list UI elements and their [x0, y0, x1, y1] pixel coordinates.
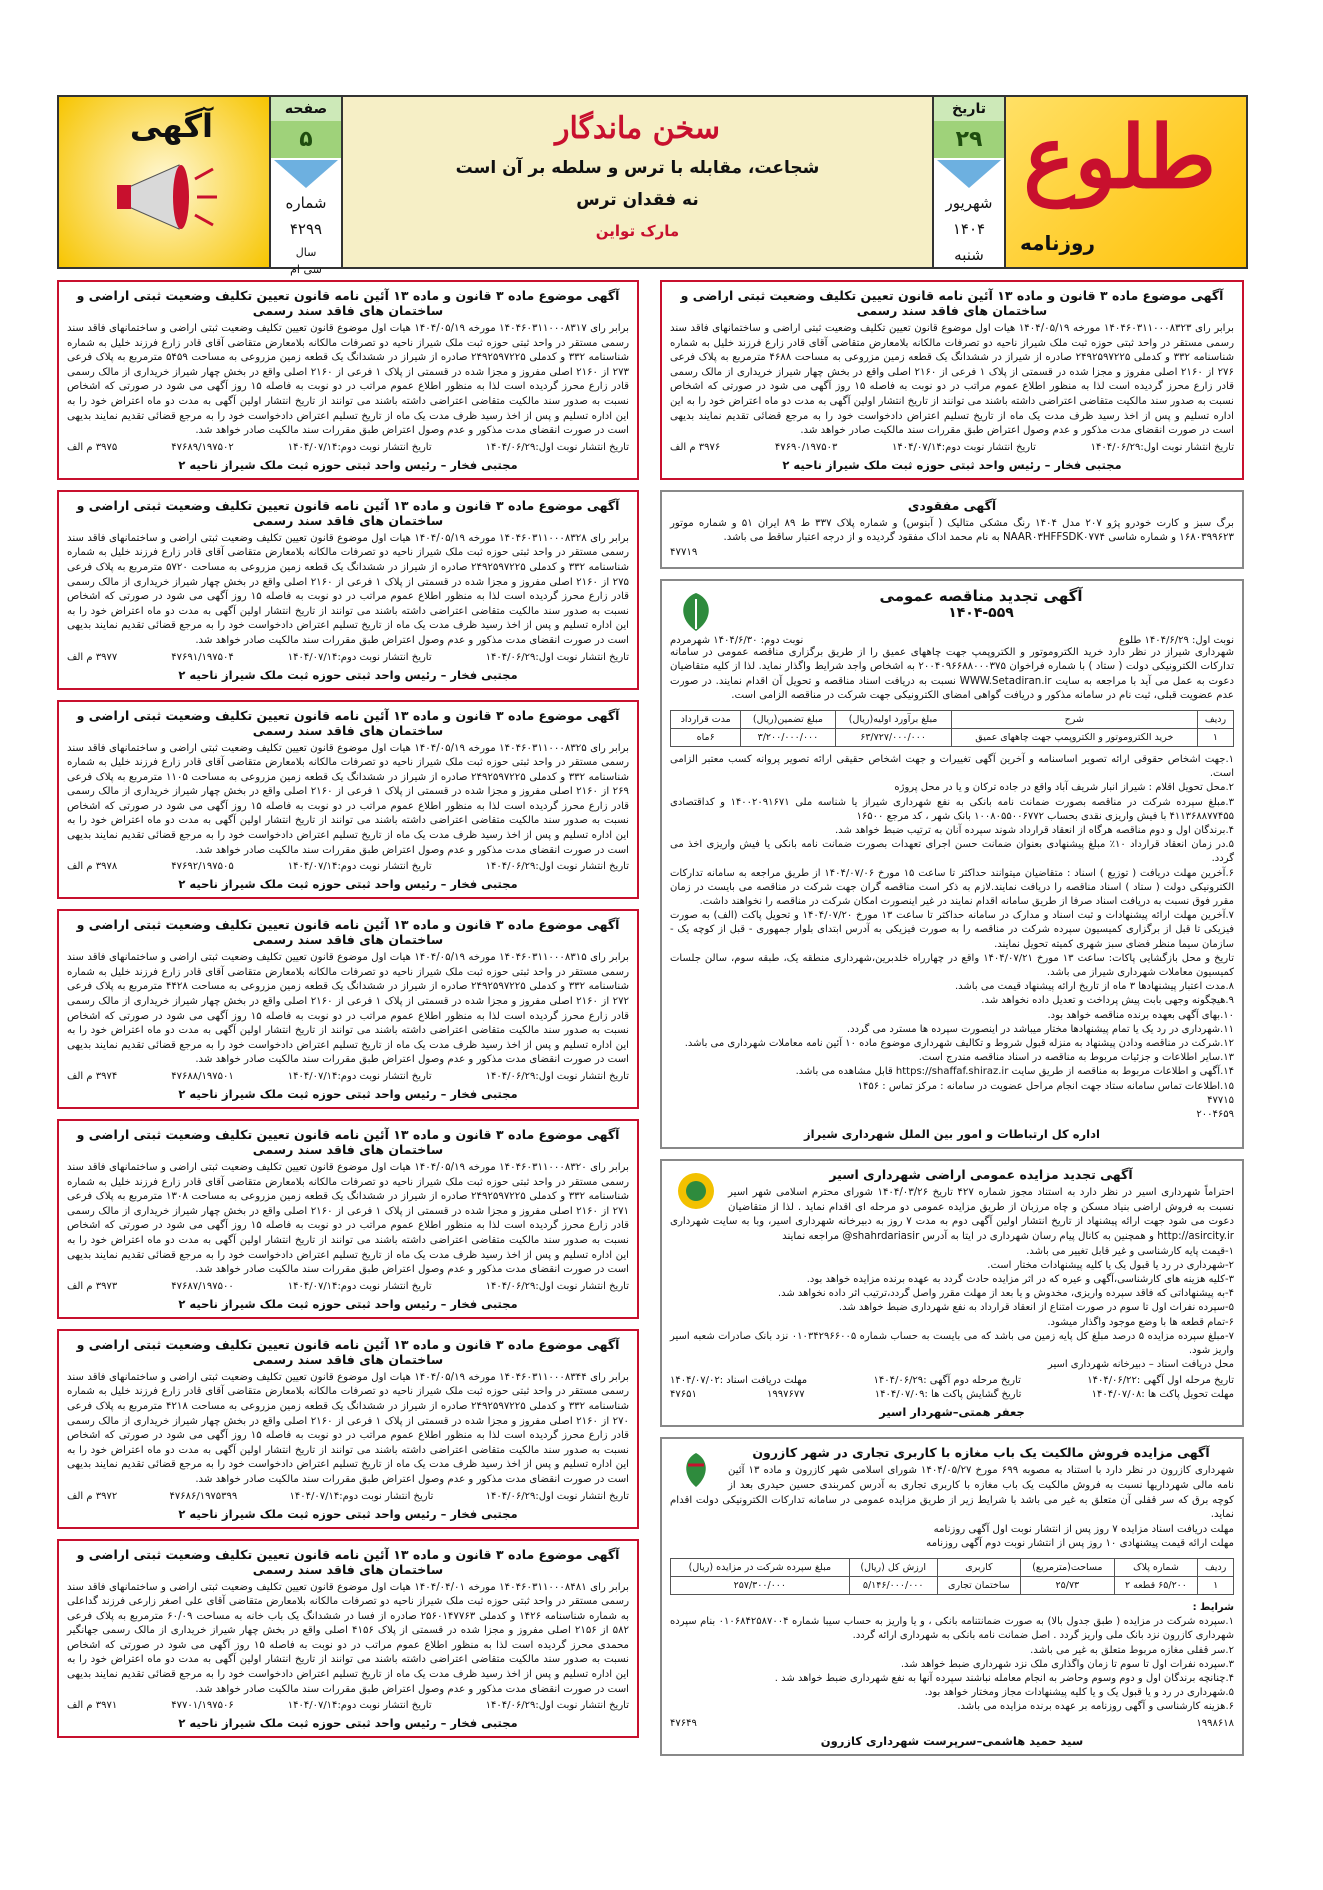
notice-title: آگهی موضوع ماده ۳ قانون و ماده ۱۳ آئین نامه قانون تعیین تکلیف وضعیت ثبتی اراضی و ساختمان های فاقد سند رسمی: [76, 497, 620, 528]
code: ۴۷۶۸۷/۱۹۷۵۰۰: [171, 1280, 234, 1292]
kazerun-code1: ۱۹۹۸۶۱۸: [1196, 1717, 1234, 1729]
td: خرید الکتروموتور و الکتروپمپ جهت چاههای عمیق: [951, 728, 1197, 746]
tender-notice: [660, 579, 1244, 1150]
ref: ۳۹۷۷ م الف: [67, 651, 118, 663]
lost-title: آگهی مفقودی: [907, 497, 997, 513]
ref: ۳۹۷۱ م الف: [67, 1700, 118, 1712]
list-item: محل دریافت اسناد – دبیرخانه شهرداری اسیر: [1047, 1359, 1234, 1371]
td: ۶ماه: [671, 728, 741, 746]
notice-text: برابر رای ۱۴۰۴۶۰۳۱۱۰۰۰۸۳۲۵ مورخه ۱۴۰۴/۰۵/۱۹ هیات اول موضوع قانون تعیین تکلیف وضعیت ثبتی اراضی و ساختمانهای فاقد سند رسمی مستقر در واحد ثبتی حوزه ثبت ملک شیراز ناحیه دو تصرفات مالکانه بلامعارض متقاضی آقای قادر زارع فرزند خلیل به شماره شناسنامه ۳۳۲ و کدملی ۲۴۹۲۵۹۷۲۲۵ صادره از شیراز در ششدانگ یک قطعه زمین مزروعی به مساحت ۱۱۰۵ مترمربع به پلاک فرعی ۲۶۹ از ۲۱۶۰ اصلی مفروز و مجزا شده در قسمتی از پلاک ۱ فرعی از ۲۱۶۰ اصلی واقع در بخش چهار شیراز خریداری از مالک رسمی قادر زارع محرز گردیده است لذا به منظور اطلاع عموم مراتب در دو نوبت به فاصله ۱۵ روز آگهی می شود در صورتی که اشخاص نسبت به صدور سند مالکیت متقاضی اعتراضی داشته باشند می توانند از تاریخ انتشار اولین آگهی به مدت دو ماه اعتراض خود را به این اداره تسلیم و پس از اخذ رسید ظرف مدت یک ماه از تاریخ تسلیم اعتراض دادخواست خود را به مرجع قضائی تقدیم نمایند بدیهی است در صورت انقضای مدت مذکور و عدم وصول اعتراض طبق مقررات سند مالکیت صادر خواهد شد.: [67, 742, 630, 856]
notice-title: آگهی موضوع ماده ۳ قانون و ماده ۱۳ آئین نامه قانون تعیین تکلیف وضعیت ثبتی اراضی و ساختمان های فاقد سند رسمی: [76, 1127, 620, 1157]
kazerun-code2: ۴۷۶۴۹: [670, 1717, 697, 1729]
code: ۴۷۷۰۱/۱۹۷۵۰۶: [171, 1700, 234, 1712]
list-item: ۵-سپرده نفرات اول تا سوم در صورت امتناع از انعقاد قرارداد به نفع شهرداری ضبط خواهد شد.: [838, 1302, 1234, 1314]
quote-line1: شجاعت، مقابله با ترس و سلطه بر آن است: [455, 158, 820, 178]
list-item: ۱.جهت اشخاص حقوقی ارائه تصویر اساسنامه و آخرین آگهی تغییرات و جهت اشخاص حقیقی ارائه تصویر پروانه کسب معتبر الزامی است.: [670, 753, 1234, 780]
volume: سی ام: [290, 263, 322, 276]
asir-dates2: [670, 1389, 1234, 1400]
date1: تاریخ انتشار نوبت اول:۱۴۰۴/۰۶/۲۹: [485, 651, 629, 663]
shiraz-municipality-logo-icon: [670, 589, 722, 635]
kazerun-d2: مهلت ارائه قیمت پیشنهادی ۱۰ روز پس از انتشار نوبت دوم آگهی روزنامه: [926, 1538, 1234, 1550]
tender-second: نوبت دوم: ۱۴۰۴/۶/۳۰ شهرمردم: [670, 634, 804, 646]
notice-sign: مجتبی فخار – رئیس واحد ثبتی حوزه ثبت ملک شیراز ناحیه ۲: [178, 1296, 518, 1311]
date-column: [932, 97, 1004, 267]
date2: تاریخ انتشار نوبت دوم:۱۴۰۴/۰۷/۱۴: [892, 441, 1036, 453]
paper-label: روزنامه: [1020, 231, 1095, 255]
notice-sign: مجتبی فخار – رئیس واحد ثبتی حوزه ثبت ملک شیراز ناحیه ۲: [178, 1716, 518, 1731]
code: ۴۷۶۸۸/۱۹۷۵۰۱: [171, 1071, 234, 1082]
ad-section-label: [59, 97, 269, 267]
date-day: ۲۹: [934, 121, 1004, 158]
notice-title: آگهی موضوع ماده ۳ قانون و ماده ۱۳ آئین نامه قانون تعیین تکلیف وضعیت ثبتی اراضی و ساختمان های فاقد سند رسمی: [680, 288, 1224, 318]
date1: تاریخ انتشار نوبت اول:۱۴۰۴/۰۶/۲۹: [485, 1490, 629, 1502]
list-item: ۳.سپرده نفرات اول تا سوم تا زمان واگذاری ملک نزد شهرداری ضبط خواهد شد.: [900, 1658, 1234, 1670]
lost-text: برگ سبز و کارت خودرو پژو ۲۰۷ مدل ۱۴۰۴ رنگ مشکی متالیک ( آبنوس) و شماره پلاک ۳۳۷ ط ۸۹ ایران ۵۱ و شماره موتور ۱۶۸۰۳۹۹۶۲۳ و شماره شاسی NAAR۰۳HFFSDK۰۷۷۴ به نام محمد اداک مفقود گردیده و از درجه اعتبار ساقط می باشد.: [670, 517, 1234, 544]
td: ۱: [1197, 728, 1233, 746]
notice-meta: [670, 442, 1234, 453]
right-column: [660, 280, 1244, 1766]
tender-dates: [670, 635, 1234, 646]
list-item: ۴-به پیشنهاداتی که فاقد سپرده واریزی، مخدوش و یا بعد از مهلت مقرر واصل گردد،ترتیب اثر داده نخواهد شد.: [777, 1288, 1234, 1300]
asir-d2: تاریخ مرحله دوم آگهی :۱۴۰۴/۰۶/۲۹: [873, 1375, 1021, 1387]
month: شهریور: [945, 194, 993, 212]
notice-sign: مجتبی فخار – رئیس واحد ثبتی حوزه ثبت ملک شیراز ناحیه ۲: [782, 457, 1122, 472]
page-column: [269, 97, 341, 276]
date1: تاریخ انتشار نوبت اول:۱۴۰۴/۰۶/۲۹: [485, 861, 629, 873]
kazerun-items: [670, 1615, 1234, 1714]
quote-line2: نه فقدان ترس: [576, 190, 699, 210]
megaphone-icon: [109, 157, 219, 237]
asir-d3: مهلت دریافت اسناد :۱۴۰۴/۰۷/۰۲: [670, 1375, 808, 1387]
date2: تاریخ انتشار نوبت دوم:۱۴۰۴/۰۷/۱۴: [287, 1700, 432, 1712]
notice-meta: [67, 652, 629, 663]
list-item: ۱.سپرده شرکت در مزایده ( طبق جدول بالا) به صورت ضمانتنامه بانکی ، و یا واریز به حساب سیبا شماره ۰۱۰۶۸۴۲۵۸۷۰۰۴ بنام سپرده شهرداری کازرون نزد بانک ملی واریز گردد . اصل ضمانت نامه بانکی به شهرداری ارائه گردد.: [670, 1616, 1234, 1642]
notice-text: برابر رای ۱۴۰۴۶۰۳۱۱۰۰۰۸۳۲۸ مورخه ۱۴۰۴/۰۵/۱۹ هیات اول موضوع قانون تعیین تکلیف وضعیت ثبتی اراضی و ساختمانهای فاقد سند رسمی مستقر در واحد ثبتی حوزه ثبت ملک شیراز ناحیه دو تصرفات مالکانه بلامعارض متقاضی آقای قادر زارع فرزند خلیل به شماره شناسنامه ۳۳۲ و کدملی ۲۴۹۲۵۹۷۲۲۵ صادره از شیراز در ششدانگ یک قطعه زمین مزروعی به مساحت ۵۷۲۰ مترمربع به پلاک فرعی ۲۷۵ از ۲۱۶۰ اصلی مفروز و مجزا شده در قسمتی از پلاک ۱ فرعی از ۲۱۶۰ اصلی واقع در بخش چهار شیراز خریداری از مالک رسمی قادر زارع محرز گردیده است لذا به منظور اطلاع عموم مراتب در دو نوبت به فاصله ۱۵ روز آگهی می شود در صورتی که اشخاص نسبت به صدور سند مالکیت متقاضی اعتراضی داشته باشند می توانند از تاریخ انتشار اولین آگهی به مدت دو ماه اعتراض خود را به این اداره تسلیم و پس از اخذ رسید ظرف مدت یک ماه از تاریخ تسلیم اعتراض دادخواست خود را به مرجع قضائی تقدیم نمایند بدیهی است در صورت انقضای مدت مذکور و عدم وصول اعتراض طبق مقررات سند مالکیت صادر خواهد شد.: [67, 532, 630, 646]
ref: ۳۹۷۳ م الف: [67, 1280, 118, 1292]
issue-num: ۴۲۹۹: [289, 220, 323, 238]
asir-municipality-logo-icon: [670, 1169, 722, 1215]
notice-title: آگهی موضوع ماده ۳ قانون و ماده ۱۳ آئین نامه قانون تعیین تکلیف وضعیت ثبتی اراضی و ساختمان های فاقد سند رسمی: [76, 1546, 620, 1577]
date2: تاریخ انتشار نوبت دوم:۱۴۰۴/۰۷/۱۴: [287, 441, 432, 453]
quote-box: [341, 97, 932, 267]
notice-sign: مجتبی فخار – رئیس واحد ثبتی حوزه ثبت ملک شیراز ناحیه ۲: [178, 1506, 518, 1521]
list-item: ۵.شهرداری در رد و یا قبول یک و یا کلیه پیشنهادات مجاز ومختار خواهد بود.: [924, 1687, 1234, 1699]
tender-intro: شهرداری شیراز در نظر دارد خرید الکتروموتور و الکتروپمپ جهت چاههای عمیق را از طریق برگزاری مناقصه عمومی در سامانه تدارکات الکترونیکی دولت ( ستاد ) با شماره فراخوان ۲۰۰۴۰۹۶۶۸۸۰۰۰۳۷۵ به اشخاص واجد شرایط واگذار نماید. لذا از کلیه متقاضیان دعوت به عمل می آید با مراجعه به سایت WWW.Setadiran.ir نسبت به دریافت اسناد مناقصه و تحویل آن اقدام نمایند. در صورت عدم عضویت قبلی، ثبت نام در سامانه مذکور و دریافت گواهی امضای الکترونیکی جهت شرکت در مناقصه الزامی است.: [670, 646, 1234, 702]
notice-sign: مجتبی فخار – رئیس واحد ثبتی حوزه ثبت ملک شیراز ناحیه ۲: [178, 1087, 518, 1101]
ref: ۳۹۷۲ م الف: [67, 1490, 118, 1502]
th: مبلغ سپرده شرکت در مزایده (ریال): [671, 1558, 850, 1576]
td: ۵/۱۴۶/۰۰۰/۰۰۰: [849, 1576, 937, 1594]
date1: تاریخ انتشار نوبت اول:۱۴۰۴/۰۶/۲۹: [485, 1700, 629, 1712]
tender-number: ۱۴۰۴-۵۵۹: [948, 604, 1014, 621]
notice-meta: [67, 1071, 629, 1082]
date2: تاریخ انتشار نوبت دوم:۱۴۰۴/۰۷/۱۴: [289, 1490, 434, 1502]
list-item: ۲-شهرداری در رد یا قبول یک یا کلیه پیشنهادات مختار است.: [987, 1259, 1234, 1271]
list-item: ۳.مبلغ سپرده شرکت در مناقصه بصورت ضمانت نامه بانکی به نفع شهرداری شیراز یا شناسه ملی ۱۴۰۰۲۰۹۱۶۷۱ و کداقتصادی ۴۱۱۳۶۸۸۷۷۴۵۵ با فیش واریزی نقدی بحساب ۱۰۰۸۰۵۵۰۰۶۷۷۲ بانک شهر ، کد مرجع ۱۶۵۰۰: [670, 796, 1234, 822]
tender-first: نوبت اول: ۱۴۰۴/۶/۲۹ طلوع: [1118, 634, 1234, 646]
tender-sign: اداره کل ارتباطات و امور بین الملل شهرداری شیراز: [804, 1127, 1100, 1142]
th: شماره پلاک: [1114, 1558, 1198, 1576]
notice-meta: [67, 442, 629, 453]
asir-d5: تاریخ گشایش پاکت ها :۱۴۰۴/۰۷/۰۹: [874, 1389, 1022, 1401]
notice-sign: مجتبی فخار – رئیس واحد ثبتی حوزه ثبت ملک شیراز ناحیه ۲: [178, 457, 518, 472]
list-item: ۶.آخرین مهلت دریافت ( توزیع ) اسناد : متقاضیان میتوانند حداکثر تا ساعت ۱۵ مورخ ۱۴۰۴/۰۷/۰۶ از طریق مراجعه به سامانه تدارکات الکترونیکی دولت ( ستاد ) اسناد مناقصه را دریافت نمایند.لازم به ذکر است مناقصه گران جهت شرکت در مناقصه می بایست در زمان مقرر فوق نسبت به دریافت اسناد صرفا از طریق سامانه اقدام نمایند در غیر اینصورت امکان شرکت در مناقصه را نخواهند داشت.: [670, 867, 1234, 907]
tender-table: [670, 710, 1234, 747]
land-notice-1: [660, 280, 1244, 480]
list-item: ۱۳.سایر اطلاعات و جزئیات مربوط به مناقصه در اسناد مناقصه مندرج است.: [918, 1052, 1234, 1064]
td: ۳/۲۰۰/۰۰۰/۰۰۰: [741, 728, 835, 746]
list-item: ۳-کلیه هزینه های کارشناسی،آگهی و عیره که در اثر مزایده حادث گردد به عهده برنده مزایده خواهد بود.: [806, 1273, 1234, 1285]
quote-author: مارک تواین: [595, 222, 680, 240]
list-item: ۷.آخرین مهلت ارائه پیشنهادات و ثبت اسناد و مدارک در سامانه حداکثر تا ساعت ۱۳ مورخ ۱۴۰۴/۰۷/۲۰ و تحویل پاکت (الف) به صورت فیزیکی تا قبل از برگزاری کمیسیون سپرده شرکت در مناقصه را به صورت فیزیکی به آدرس ابتدای بلوار جمهوری - قبل از کوچه یک - سازمان سیما منظر فضای سبز شهری کمیته تحویل نمایند.: [670, 910, 1234, 950]
list-item: ۷-مبلغ سپرده مزایده ۵ درصد مبلغ کل پایه زمین می باشد که می بایست به حساب شماره ۰۱۰۳۴۲۹۶۶۰۰۵ نزد بانک صادرات شعبه اسیر واریز شود.: [670, 1330, 1234, 1356]
notice-title: آگهی موضوع ماده ۳ قانون و ماده ۱۳ آئین نامه قانون تعیین تکلیف وضعیت ثبتی اراضی و ساختمان های فاقد سند رسمی: [76, 1336, 620, 1367]
code: ۴۷۶۹۱/۱۹۷۵۰۴: [171, 651, 234, 663]
list-item: ۱-قیمت پایه کارشناسی و غیر قابل تغییر می باشد.: [1026, 1245, 1234, 1257]
left-column: [57, 280, 639, 1748]
td: ۶۳/۷۲۷/۰۰۰/۰۰۰: [835, 728, 951, 746]
ref: ۳۹۷۵ م الف: [67, 441, 118, 453]
th: شرح: [951, 710, 1197, 728]
th: ارزش کل (ریال): [849, 1558, 937, 1576]
asir-code2: ۴۷۶۵۱: [670, 1389, 697, 1401]
list-item: ۲.محل تحویل اقلام : شیراز انبار شریف آباد واقع در جاده ترکان و یا در محل پروژه: [894, 782, 1234, 794]
th: مساحت(مترمربع): [1021, 1558, 1115, 1576]
list-item: ۱۱.شهرداری در رد یک یا تمام پیشنهادها مختار میباشد در اینصورت سپرده ها مسترد می گردد.: [846, 1023, 1234, 1035]
date2: تاریخ انتشار نوبت دوم:۱۴۰۴/۰۷/۱۴: [287, 1071, 432, 1082]
list-item: ۴.چنانچه برندگان اول و دوم وسوم وحاضر به انجام معامله نباشند سپرده آنها به نفع شهرداری ضبط خواهد شد .: [774, 1672, 1234, 1684]
kazerun-municipality-logo-icon: [670, 1447, 722, 1493]
asir-d4: مهلت تحویل پاکت ها :۱۴۰۴/۰۷/۰۸: [1091, 1389, 1234, 1401]
kazerun-text: شهرداری کازرون در نظر دارد با استناد به مصوبه ۶۹۹ مورخ ۱۴۰۴/۰۵/۲۷ شورای اسلامی شهر کازرون و ماده ۱۳ آئین نامه مالی شهرداریها نسبت به فروش مالکیت یک باب مغازه با کاربری تجاری به آدرس کمربندی حسین حیدری بعد از کوچه برق که سر قفلی آن متعلق به غیر می باشد با شرایط زیر از طریق مزایده عمومی در سامانه تدارکات الکترونیکی دولت اقدام نماید.: [670, 1465, 1234, 1521]
td: ۲۵۷/۳۰۰/۰۰۰: [671, 1576, 850, 1594]
th: ردیف: [1197, 710, 1233, 728]
kazerun-title: آگهی مزایده فروش مالکیت یک باب مغازه با کاربری تجاری در شهر کازرون: [752, 1445, 1210, 1461]
notice-text: برابر رای ۱۴۰۴۶۰۳۱۱۰۰۰۸۳۱۷ مورخه ۱۴۰۴/۰۵/۱۹ هیات اول موضوع قانون تعیین تکلیف وضعیت ثبتی اراضی و ساختمانهای فاقد سند رسمی مستقر در واحد ثبتی حوزه ثبت ملک شیراز ناحیه دو تصرفات مالکانه بلامعارض متقاضی آقای قادر زارع فرزند خلیل به شماره شناسنامه ۳۳۲ و کدملی ۲۴۹۲۵۹۷۲۲۵ صادره از شیراز در ششدانگ یک قطعه زمین مزروعی به مساحت ۵۴۵۹ مترمربع به پلاک فرعی ۲۷۳ از ۲۱۶۰ اصلی مفروز و مجزا شده در قسمتی از پلاک ۱ فرعی از ۲۱۶۰ اصلی واقع در بخش چهار شیراز خریداری از مالک رسمی قادر زارع محرز گردیده است لذا به منظور اطلاع عموم مراتب در دو نوبت به فاصله ۱۵ روز آگهی می شود در صورتی که اشخاص نسبت به صدور سند مالکیت متقاضی اعتراضی داشته باشند می توانند از تاریخ انتشار اولین آگهی به مدت دو ماه اعتراض خود را به این اداره تسلیم و پس از اخذ رسید ظرف مدت یک ماه از تاریخ تسلیم اعتراض دادخواست خود را به مرجع قضائی تقدیم نمایند بدیهی است در صورت انقضای مدت مذکور و عدم وصول اعتراض طبق مقررات سند مالکیت صادر خواهد شد.: [67, 323, 630, 437]
kazerun-codes: [670, 1718, 1234, 1729]
notice-text: برابر رای ۱۴۰۴۶۰۳۱۱۰۰۰۸۳۴۴ مورخه ۱۴۰۴/۰۵/۱۹ هیات اول موضوع قانون تعیین تکلیف وضعیت ثبتی اراضی و ساختمانهای فاقد سند رسمی مستقر در واحد ثبتی حوزه ثبت ملک شیراز ناحیه دو تصرفات مالکانه بلامعارض متقاضی آقای قادر زارع فرزند خلیل به شماره شناسنامه ۳۳۲ و کدملی ۲۴۹۲۵۹۷۲۲۵ صادره از شیراز در ششدانگ یک قطعه زمین مزروعی به مساحت ۴۲۱۸ مترمربع به پلاک فرعی ۲۷۰ از ۲۱۶۰ اصلی مفروز و مجزا شده در قسمتی از پلاک ۱ فرعی از ۲۱۶۰ اصلی واقع در بخش چهار شیراز خریداری از مالک رسمی قادر زارع محرز گردیده است لذا به منظور اطلاع عموم مراتب در دو نوبت به فاصله ۱۵ روز آگهی می شود در صورتی که اشخاص نسبت به صدور سند مالکیت متقاضی اعتراضی داشته باشند می توانند از تاریخ انتشار اولین آگهی به مدت دو ماه اعتراض خود را به این اداره تسلیم و پس از اخذ رسید ظرف مدت یک ماه از تاریخ تسلیم اعتراض دادخواست خود را به مرجع قضائی تقدیم نمایند بدیهی است در صورت انقضای مدت مذکور و عدم وصول اعتراض طبق مقررات سند مالکیت صادر خواهد شد.: [67, 1371, 630, 1485]
date-label: تاریخ: [934, 97, 1004, 121]
list-item: ۱۵.اطلاعات تماس سامانه ستاد جهت انجام مراحل عضویت در سامانه : مرکز تماس : ۱۴۵۶: [857, 1080, 1234, 1092]
asir-code1: ۱۹۹۷۶۷۷: [767, 1389, 805, 1401]
date1: تاریخ انتشار نوبت اول:۱۴۰۴/۰۶/۲۹: [485, 1071, 629, 1082]
land-notice-5: [57, 909, 639, 1109]
lost-notice: [660, 490, 1244, 569]
th: ردیف: [1198, 1558, 1234, 1576]
code: ۴۷۶۹۰/۱۹۷۵۰۳: [774, 441, 838, 453]
tender-items: [670, 753, 1234, 1094]
list-item: ۱۴.آگهی و اطلاعات مربوط به مناقصه از طریق سایت https://shaffaf.shiraz.ir قابل مشاهده می باشد.: [795, 1066, 1234, 1078]
list-item: ۹.هیچگونه وجهی بابت پیش پرداخت و تعدیل داده نخواهد شد.: [981, 995, 1234, 1007]
list-item: ۸.مدت اعتبار پیشنهادها ۳ ماه از تاریخ ارائه پیشنهاد قیمت می باشد.: [955, 981, 1234, 993]
newspaper-header: [57, 95, 1248, 276]
issue-label: شماره: [285, 194, 327, 212]
kazerun-notice: [660, 1437, 1244, 1755]
volume-label: سال: [295, 246, 317, 259]
land-notice-2: [57, 280, 639, 480]
notice-title: آگهی موضوع ماده ۳ قانون و ماده ۱۳ آئین نامه قانون تعیین تکلیف وضعیت ثبتی اراضی و ساختمان های فاقد سند رسمی: [76, 288, 620, 318]
date2: تاریخ انتشار نوبت دوم:۱۴۰۴/۰۷/۱۴: [287, 1280, 432, 1292]
list-item: ۶.هزینه کارشناسی و آگهی روزنامه بر عهده برنده مزایده می باشد.: [957, 1701, 1234, 1713]
kazerun-table: [670, 1558, 1234, 1595]
land-notice-8: [57, 1539, 639, 1739]
quote-title: سخن ماندگار: [555, 111, 720, 146]
notice-sign: مجتبی فخار – رئیس واحد ثبتی حوزه ثبت ملک شیراز ناحیه ۲: [178, 667, 518, 682]
page-num: ۵: [271, 121, 341, 158]
triangle-icon: [274, 160, 338, 188]
ref: ۳۹۷۸ م الف: [67, 861, 118, 873]
triangle-icon: [937, 160, 1001, 188]
land-notice-6: [57, 1119, 639, 1319]
list-item: ۱۰.بهای آگهی بعهده برنده مناقصه خواهد بود.: [1047, 1009, 1234, 1021]
date1: تاریخ انتشار نوبت اول:۱۴۰۴/۰۶/۲۹: [485, 441, 629, 453]
notice-text: برابر رای ۱۴۰۴۶۰۳۱۱۰۰۰۸۳۲۰ مورخه ۱۴۰۴/۰۵/۱۹ هیات اول موضوع قانون تعیین تکلیف وضعیت ثبتی اراضی و ساختمانهای فاقد سند رسمی مستقر در واحد ثبتی حوزه ثبت ملک شیراز ناحیه دو تصرفات مالکانه بلامعارض متقاضی آقای قادر زارع فرزند خلیل به شماره شناسنامه ۳۳۲ و کدملی ۲۴۹۲۵۹۷۲۲۵ صادره از شیراز در ششدانگ یک قطعه زمین مزروعی به مساحت ۱۳۰۸ مترمربع به پلاک فرعی ۲۷۱ از ۲۱۶۰ اصلی مفروز و مجزا شده در قسمتی از پلاک ۱ فرعی از ۲۱۶۰ اصلی واقع در بخش چهار شیراز خریداری از مالک رسمی قادر زارع محرز گردیده است لذا به منظور اطلاع عموم مراتب در دو نوبت به فاصله ۱۵ روز آگهی می شود در صورتی که اشخاص نسبت به صدور سند مالکیت متقاضی اعتراضی داشته باشند می توانند از تاریخ انتشار اولین آگهی به مدت دو ماه اعتراض خود را به این اداره تسلیم و پس از اخذ رسید ظرف مدت یک ماه از تاریخ تسلیم اعتراض دادخواست خود را به مرجع قضائی تقدیم نمایند بدیهی است در صورت انقضای مدت مذکور و عدم وصول اعتراض طبق مقررات سند مالکیت صادر خواهد شد.: [67, 1162, 630, 1276]
kazerun-cond-label: شرایط :: [1192, 1601, 1234, 1613]
land-notice-3: [57, 490, 639, 690]
notice-sign: مجتبی فخار – رئیس واحد ثبتی حوزه ثبت ملک شیراز ناحیه ۲: [178, 877, 518, 892]
page-label: صفحه: [271, 97, 341, 121]
ref: ۳۹۷۴ م الف: [67, 1071, 118, 1082]
list-item: ۵.در زمان انعقاد قرارداد ۱۰٪ مبلغ پیشنهادی بعنوان ضمانت حسن اجرای تعهدات بصورت ضمانت نامه بانکی یا فیش واریزی اخذ می گردد.: [670, 839, 1234, 865]
th: کاربری: [937, 1558, 1020, 1576]
code: ۴۷۶۸۶/۱۹۷۵۳۹۹: [169, 1490, 238, 1502]
section-word: آگهی: [129, 107, 213, 145]
date2: تاریخ انتشار نوبت دوم:۱۴۰۴/۰۷/۱۴: [287, 651, 432, 663]
weekday: شنبه: [954, 246, 984, 264]
th: مبلغ تضمین(ریال): [741, 710, 835, 728]
asir-items: [670, 1245, 1234, 1373]
notice-meta: [67, 861, 629, 872]
masthead: [1004, 97, 1246, 267]
year: ۱۴۰۴: [952, 220, 986, 238]
list-item: ۶-تمام قطعه ها با وضع موجود واگذار میشود.: [1047, 1316, 1234, 1328]
code: ۴۷۶۹۲/۱۹۷۵۰۵: [171, 861, 234, 873]
date1: تاریخ انتشار نوبت اول:۱۴۰۴/۰۶/۲۹: [1090, 441, 1234, 453]
code: ۴۷۶۸۹/۱۹۷۵۰۲: [171, 441, 234, 453]
kazerun-d1: مهلت دریافت اسناد مزایده ۷ روز پس از انتشار نوبت اول آگهی روزنامه: [933, 1523, 1234, 1535]
tender-code2: ۲۰۰۴۶۵۹: [1196, 1108, 1234, 1120]
notice-meta: [67, 1281, 629, 1292]
td: ۶۵/۲۰۰ قطعه ۲: [1114, 1576, 1198, 1594]
asir-notice: [660, 1159, 1244, 1427]
notice-title: آگهی موضوع ماده ۳ قانون و ماده ۱۳ آئین نامه قانون تعیین تکلیف وضعیت ثبتی اراضی و ساختمان های فاقد سند رسمی: [76, 707, 620, 738]
th: مبلغ برآورد اولیه(ریال): [835, 710, 951, 728]
notice-meta: [67, 1491, 629, 1502]
notice-meta: [67, 1700, 629, 1711]
notice-title: آگهی موضوع ماده ۳ قانون و ماده ۱۳ آئین نامه قانون تعیین تکلیف وضعیت ثبتی اراضی و ساختمان های فاقد سند رسمی: [76, 917, 620, 948]
asir-d1: تاریخ مرحله اول آگهی :۱۴۰۴/۰۶/۲۲: [1087, 1375, 1234, 1387]
logo: طلوع: [1023, 107, 1216, 208]
td: ۲۵/۷۳: [1021, 1576, 1115, 1594]
asir-sign: جعفر همتی–شهردار اسیر: [879, 1405, 1025, 1420]
asir-title: آگهی تجدید مزایده عمومی اراضی شهرداری اسیر: [829, 1167, 1133, 1183]
land-notice-7: [57, 1329, 639, 1529]
tender-code: ۴۷۷۱۵: [1207, 1094, 1234, 1106]
date1: تاریخ انتشار نوبت اول:۱۴۰۴/۰۶/۲۹: [485, 1280, 629, 1292]
td: ۱: [1198, 1576, 1234, 1594]
list-item: ۱۲.شرکت در مناقصه ودادن پیشنهاد به منزله قبول شروط و تکالیف شهرداری موضوع ماده ۱۰ آئین نامه معاملات شهرداری می باشد.: [684, 1037, 1234, 1049]
notice-text: برابر رای ۱۴۰۴۶۰۳۱۱۰۰۰۸۴۸۱ مورخه ۱۴۰۴/۰۴/۰۱ هیات اول موضوع قانون تعیین تکلیف وضعیت ثبتی اراضی و ساختمانهای فاقد سند رسمی مستقر در واحد ثبتی حوزه ثبت ملک شیراز ناحیه دو تصرفات مالکانه بلامعارض متقاضی آقای علی اصغر زارعی فرزند گداعلی به شماره شناسنامه ۱۴۲۶ و کدملی ۲۵۶۰۱۴۷۷۶۳ صادره از فسا در ششدانگ یک باب خانه به مساحت ۶۰/۰۹ مترمربع به پلاک فرعی ۵۸۲ از ۲۱۵۶ اصلی مفروز و مجزا شده در قسمتی از پلاک ۴۱۵۶ اصلی واقع در بخش چهار شیراز خریداری از مالک رسمی جهانگیر محمدی محرز گردیده است لذا به منظور اطلاع عموم مراتب در دو نوبت به فاصله ۱۵ روز آگهی می شود در صورتی که اشخاص نسبت به صدور سند مالکیت متقاضی اعتراضی داشته باشند می توانند از تاریخ انتشار اولین آگهی به مدت دو ماه اعتراض خود را به این اداره تسلیم و پس از اخذ رسید ظرف مدت یک ماه از تاریخ تسلیم اعتراض دادخواست خود را به مرجع قضائی تقدیم نمایند بدیهی است در صورت انقضای مدت مذکور و عدم وصول اعتراض طبق مقررات سند مالکیت صادر خواهد شد.: [67, 1581, 630, 1695]
notice-text: برابر رای ۱۴۰۴۶۰۳۱۱۰۰۰۸۳۲۳ مورخه ۱۴۰۴/۰۵/۱۹ هیات اول موضوع قانون تعیین تکلیف وضعیت ثبتی اراضی و ساختمانهای فاقد سند رسمی مستقر در واحد ثبتی حوزه ثبت ملک شیراز ناحیه دو تصرفات مالکانه بلامعارض متقاضی آقای قادر زارع فرزند خلیل به شماره شناسنامه ۳۳۲ و کدملی ۲۴۹۲۵۹۷۲۲۵ صادره از شیراز در ششدانگ یک قطعه زمین مزروعی به مساحت ۴۶۸۸ مترمربع به پلاک فرعی ۲۷۶ از ۲۱۶۰ اصلی مفروز و مجزا شده در قسمتی از پلاک ۱ فرعی از ۲۱۶۰ اصلی واقع در بخش چهار شیراز خریداری از مالک رسمی قادر زارع محرز گردیده است لذا به منظور اطلاع عموم مراتب در دو نوبت به فاصله ۱۵ روز آگهی می شود در صورتی که اشخاص نسبت به صدور سند مالکیت متقاضی اعتراضی داشته باشند می توانند از تاریخ انتشار اولین آگهی به مدت دو ماه اعتراض خود را به این اداره تسلیم و پس از اخذ رسید ظرف مدت یک ماه از تاریخ تسلیم اعتراض دادخواست خود را به مرجع قضائی تقدیم نمایند بدیهی است در صورت انقضای مدت مذکور و عدم وصول اعتراض طبق مقررات سند مالکیت صادر خواهد شد.: [670, 323, 1234, 437]
land-notice-4: [57, 700, 639, 900]
lost-code: ۴۷۷۱۹: [670, 546, 698, 558]
asir-text: احتراماً شهرداری اسیر در نظر دارد به استناد مجوز شماره ۴۲۷ تاریخ ۱۴۰۴/۰۳/۲۶ شورای محترم اسلامی شهر اسیر نسبت به فروش اراضی بنیاد مسکن و چاه مرزبان از طریق مزایده عمومی دو مرحله ای اقدام نماید . لذا از متقاضیان دعوت می شود جهت ارائه پیشنهاد از تاریخ انتشار اولین آگهی دوم به مدت ۷ روز به دبیرخانه شهرداری اسیر، وبا به سایت شهرداری http://asircity.ir و همچنین به کانال پیام رسان شهرداری در ایتا به آدرس shahrdariasir@ مراجعه نمایند: [670, 1187, 1234, 1242]
list-item: تاریخ و محل بازگشایی پاکات: ساعت ۱۳ مورخ ۱۴۰۴/۰۷/۲۱ واقع در چهارراه خلدبرین،شهرداری منطقه یک، طبقه سوم، سالن جلسات کمیسیون معاملات شهرداری شیراز می باشد.: [670, 952, 1234, 978]
asir-dates: [670, 1375, 1234, 1386]
list-item: ۴.برندگان اول و دوم مناقصه هرگاه از انعقاد قرارداد شوند سپرده آنان به ترتیب ضبط خواهد شد.: [835, 824, 1234, 836]
th: مدت قرارداد: [671, 710, 741, 728]
date2: تاریخ انتشار نوبت دوم:۱۴۰۴/۰۷/۱۴: [287, 861, 432, 873]
list-item: ۲.سر قفلی مغازه مربوط متعلق به غیر می باشد.: [1030, 1644, 1234, 1656]
td: ساختمان تجاری: [937, 1576, 1020, 1594]
kazerun-sign: سید حمید هاشمی–سرپرست شهرداری کازرون: [820, 1733, 1084, 1748]
notice-text: برابر رای ۱۴۰۴۶۰۳۱۱۰۰۰۸۳۱۵ مورخه ۱۴۰۴/۰۵/۱۹ هیات اول موضوع قانون تعیین تکلیف وضعیت ثبتی اراضی و ساختمانهای فاقد سند رسمی مستقر در واحد ثبتی حوزه ثبت ملک شیراز ناحیه دو تصرفات مالکانه بلامعارض متقاضی آقای قادر زارع فرزند خلیل به شماره شناسنامه ۳۳۲ و کدملی ۲۴۹۲۵۹۷۲۲۵ صادره از شیراز در ششدانگ یک قطعه زمین مزروعی به مساحت ۴۴۲۸ مترمربع به پلاک فرعی ۲۷۲ از ۲۱۶۰ اصلی مفروز و مجزا شده در قسمتی از پلاک ۱ فرعی از ۲۱۶۰ اصلی واقع در بخش چهار شیراز خریداری از مالک رسمی قادر زارع محرز گردیده است لذا به منظور اطلاع عموم مراتب در دو نوبت به فاصله ۱۵ روز آگهی می شود در صورتی که اشخاص نسبت به صدور سند مالکیت متقاضی اعتراضی داشته باشند می توانند از تاریخ انتشار اولین آگهی به مدت دو ماه اعتراض خود را به این اداره تسلیم و پس از اخذ رسید ظرف مدت یک ماه از تاریخ تسلیم اعتراض دادخواست خود را به مرجع قضائی تقدیم نمایند بدیهی است در صورت انقضای مدت مذکور و عدم وصول اعتراض طبق مقررات سند مالکیت صادر خواهد شد.: [67, 952, 630, 1066]
ref: ۳۹۷۶ م الف: [670, 441, 721, 453]
tender-title: آگهی تجدید مناقصه عمومی: [879, 586, 1083, 605]
